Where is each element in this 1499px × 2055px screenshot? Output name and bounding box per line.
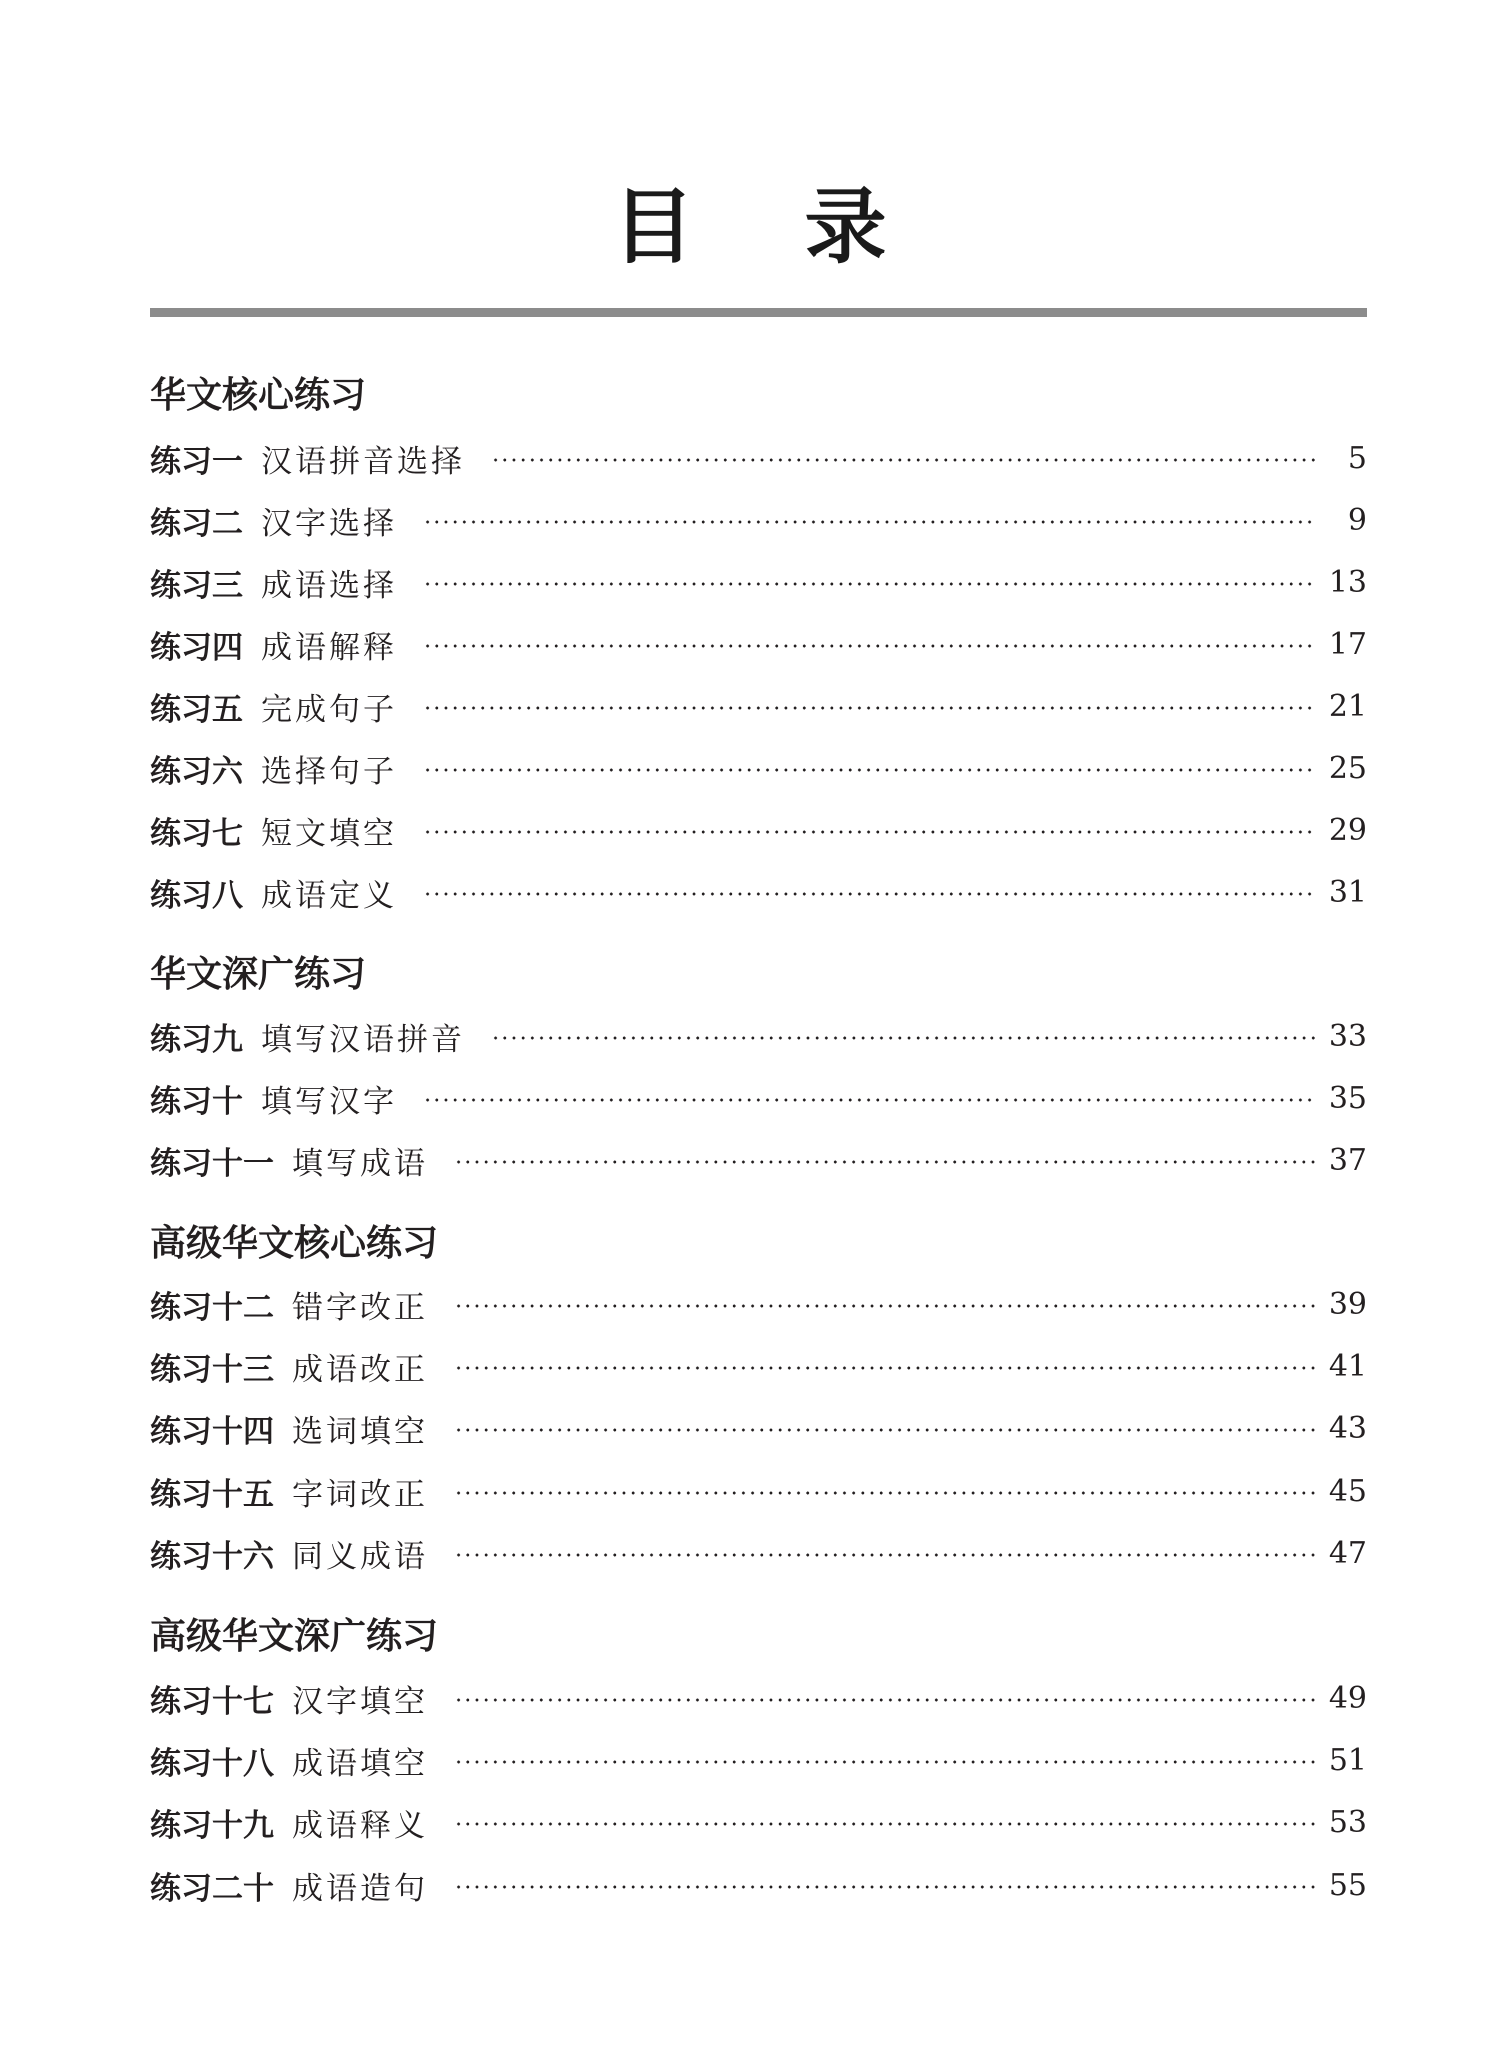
dot-leader — [423, 1098, 1315, 1102]
entry-number: 练习五 — [150, 691, 243, 728]
page-title-char-2: 录 — [804, 180, 887, 275]
dot-leader — [454, 1366, 1315, 1370]
toc-entry[interactable] — [150, 684, 1367, 728]
dot-leader — [454, 1491, 1315, 1495]
dot-leader — [491, 1036, 1315, 1040]
dot-leader — [423, 520, 1317, 524]
toc-entry[interactable] — [150, 498, 1367, 542]
toc-entry[interactable] — [150, 870, 1367, 914]
entry-title: 短文填空 — [261, 815, 397, 852]
toc-entry[interactable] — [150, 1531, 1367, 1575]
section-heading: 华文核心练习 — [150, 375, 367, 416]
toc-entry[interactable] — [150, 808, 1367, 852]
toc-entry[interactable] — [150, 1406, 1367, 1450]
toc-entry[interactable] — [150, 1282, 1367, 1326]
entry-page-number: 39 — [1328, 1286, 1367, 1322]
title-divider — [150, 308, 1367, 317]
entry-title: 成语释义 — [292, 1807, 428, 1844]
page-title — [0, 178, 1499, 278]
entry-title: 成语填空 — [292, 1745, 428, 1782]
entry-title: 成语造句 — [292, 1870, 428, 1907]
toc-entry[interactable] — [150, 1863, 1367, 1907]
entry-page-number: 9 — [1347, 502, 1367, 538]
entry-title: 填写成语 — [292, 1145, 428, 1182]
entry-page-number: 51 — [1328, 1742, 1367, 1778]
toc-entry[interactable] — [150, 1800, 1367, 1844]
entry-page-number: 17 — [1328, 626, 1367, 662]
entry-title: 错字改正 — [292, 1289, 428, 1326]
entry-page-number: 43 — [1328, 1410, 1367, 1446]
entry-number: 练习四 — [150, 629, 243, 666]
entry-number: 练习十四 — [150, 1413, 274, 1450]
dot-leader — [454, 1553, 1315, 1557]
entry-number: 练习十三 — [150, 1351, 274, 1388]
entry-page-number: 21 — [1328, 688, 1367, 724]
entry-page-number: 47 — [1328, 1535, 1367, 1571]
entry-page-number: 35 — [1328, 1080, 1367, 1116]
section-heading: 高级华文深广练习 — [150, 1616, 439, 1657]
entry-number: 练习十七 — [150, 1683, 274, 1720]
entry-page-number: 55 — [1328, 1867, 1367, 1903]
dot-leader — [423, 768, 1315, 772]
entry-title: 选词填空 — [292, 1413, 428, 1450]
toc-entry[interactable] — [150, 1076, 1367, 1120]
entry-number: 练习七 — [150, 815, 243, 852]
entry-title: 汉语拼音选择 — [261, 443, 465, 480]
entry-page-number: 29 — [1328, 812, 1367, 848]
entry-title: 填写汉字 — [261, 1083, 397, 1120]
entry-page-number: 25 — [1328, 750, 1367, 786]
entry-page-number: 37 — [1328, 1142, 1367, 1178]
entry-page-number: 49 — [1328, 1680, 1367, 1716]
dot-leader — [454, 1428, 1315, 1432]
section-heading: 高级华文核心练习 — [150, 1223, 439, 1264]
entry-title: 选择句子 — [261, 753, 397, 790]
dot-leader — [454, 1885, 1315, 1889]
toc-entry[interactable] — [150, 1738, 1367, 1782]
entry-title: 同义成语 — [292, 1538, 428, 1575]
entry-title: 完成句子 — [261, 691, 397, 728]
dot-leader — [423, 830, 1315, 834]
entry-page-number: 33 — [1328, 1018, 1367, 1054]
entry-number: 练习十八 — [150, 1745, 274, 1782]
entry-number: 练习八 — [150, 877, 243, 914]
toc-entry[interactable] — [150, 560, 1367, 604]
entry-page-number: 31 — [1328, 874, 1367, 910]
dot-leader — [491, 458, 1317, 462]
entry-number: 练习二 — [150, 505, 243, 542]
entry-page-number: 41 — [1328, 1348, 1367, 1384]
dot-leader — [423, 706, 1315, 710]
toc-entry[interactable] — [150, 1469, 1367, 1513]
dot-leader — [423, 892, 1315, 896]
toc-entry[interactable] — [150, 622, 1367, 666]
toc-entry[interactable] — [150, 1014, 1367, 1058]
toc-entry[interactable] — [150, 1138, 1367, 1182]
entry-number: 练习三 — [150, 567, 243, 604]
entry-number: 练习十五 — [150, 1476, 274, 1513]
entry-number: 练习十 — [150, 1083, 243, 1120]
section-heading: 华文深广练习 — [150, 954, 367, 995]
entry-page-number: 45 — [1328, 1473, 1367, 1509]
dot-leader — [454, 1160, 1315, 1164]
entry-title: 成语改正 — [292, 1351, 428, 1388]
dot-leader — [454, 1304, 1315, 1308]
entry-number: 练习九 — [150, 1021, 243, 1058]
dot-leader — [454, 1698, 1315, 1702]
entry-number: 练习十一 — [150, 1145, 274, 1182]
entry-page-number: 53 — [1328, 1804, 1367, 1840]
entry-title: 填写汉语拼音 — [261, 1021, 465, 1058]
dot-leader — [454, 1822, 1315, 1826]
entry-number: 练习十六 — [150, 1538, 274, 1575]
entry-title: 汉字填空 — [292, 1683, 428, 1720]
entry-number: 练习二十 — [150, 1870, 274, 1907]
entry-number: 练习一 — [150, 443, 243, 480]
entry-page-number: 5 — [1347, 440, 1367, 476]
entry-title: 字词改正 — [292, 1476, 428, 1513]
entry-number: 练习十二 — [150, 1289, 274, 1326]
toc-entry[interactable] — [150, 746, 1367, 790]
page-title-char-1: 目 — [612, 180, 695, 275]
entry-title: 成语定义 — [261, 877, 397, 914]
dot-leader — [423, 644, 1315, 648]
entry-title: 成语解释 — [261, 629, 397, 666]
toc-entry[interactable] — [150, 1344, 1367, 1388]
entry-title: 汉字选择 — [261, 505, 397, 542]
toc-entry[interactable] — [150, 1676, 1367, 1720]
dot-leader — [454, 1760, 1315, 1764]
entry-number: 练习六 — [150, 753, 243, 790]
entry-title: 成语选择 — [261, 567, 397, 604]
dot-leader — [423, 582, 1315, 586]
entry-number: 练习十九 — [150, 1807, 274, 1844]
entry-page-number: 13 — [1328, 564, 1367, 600]
toc-entry[interactable] — [150, 436, 1367, 480]
